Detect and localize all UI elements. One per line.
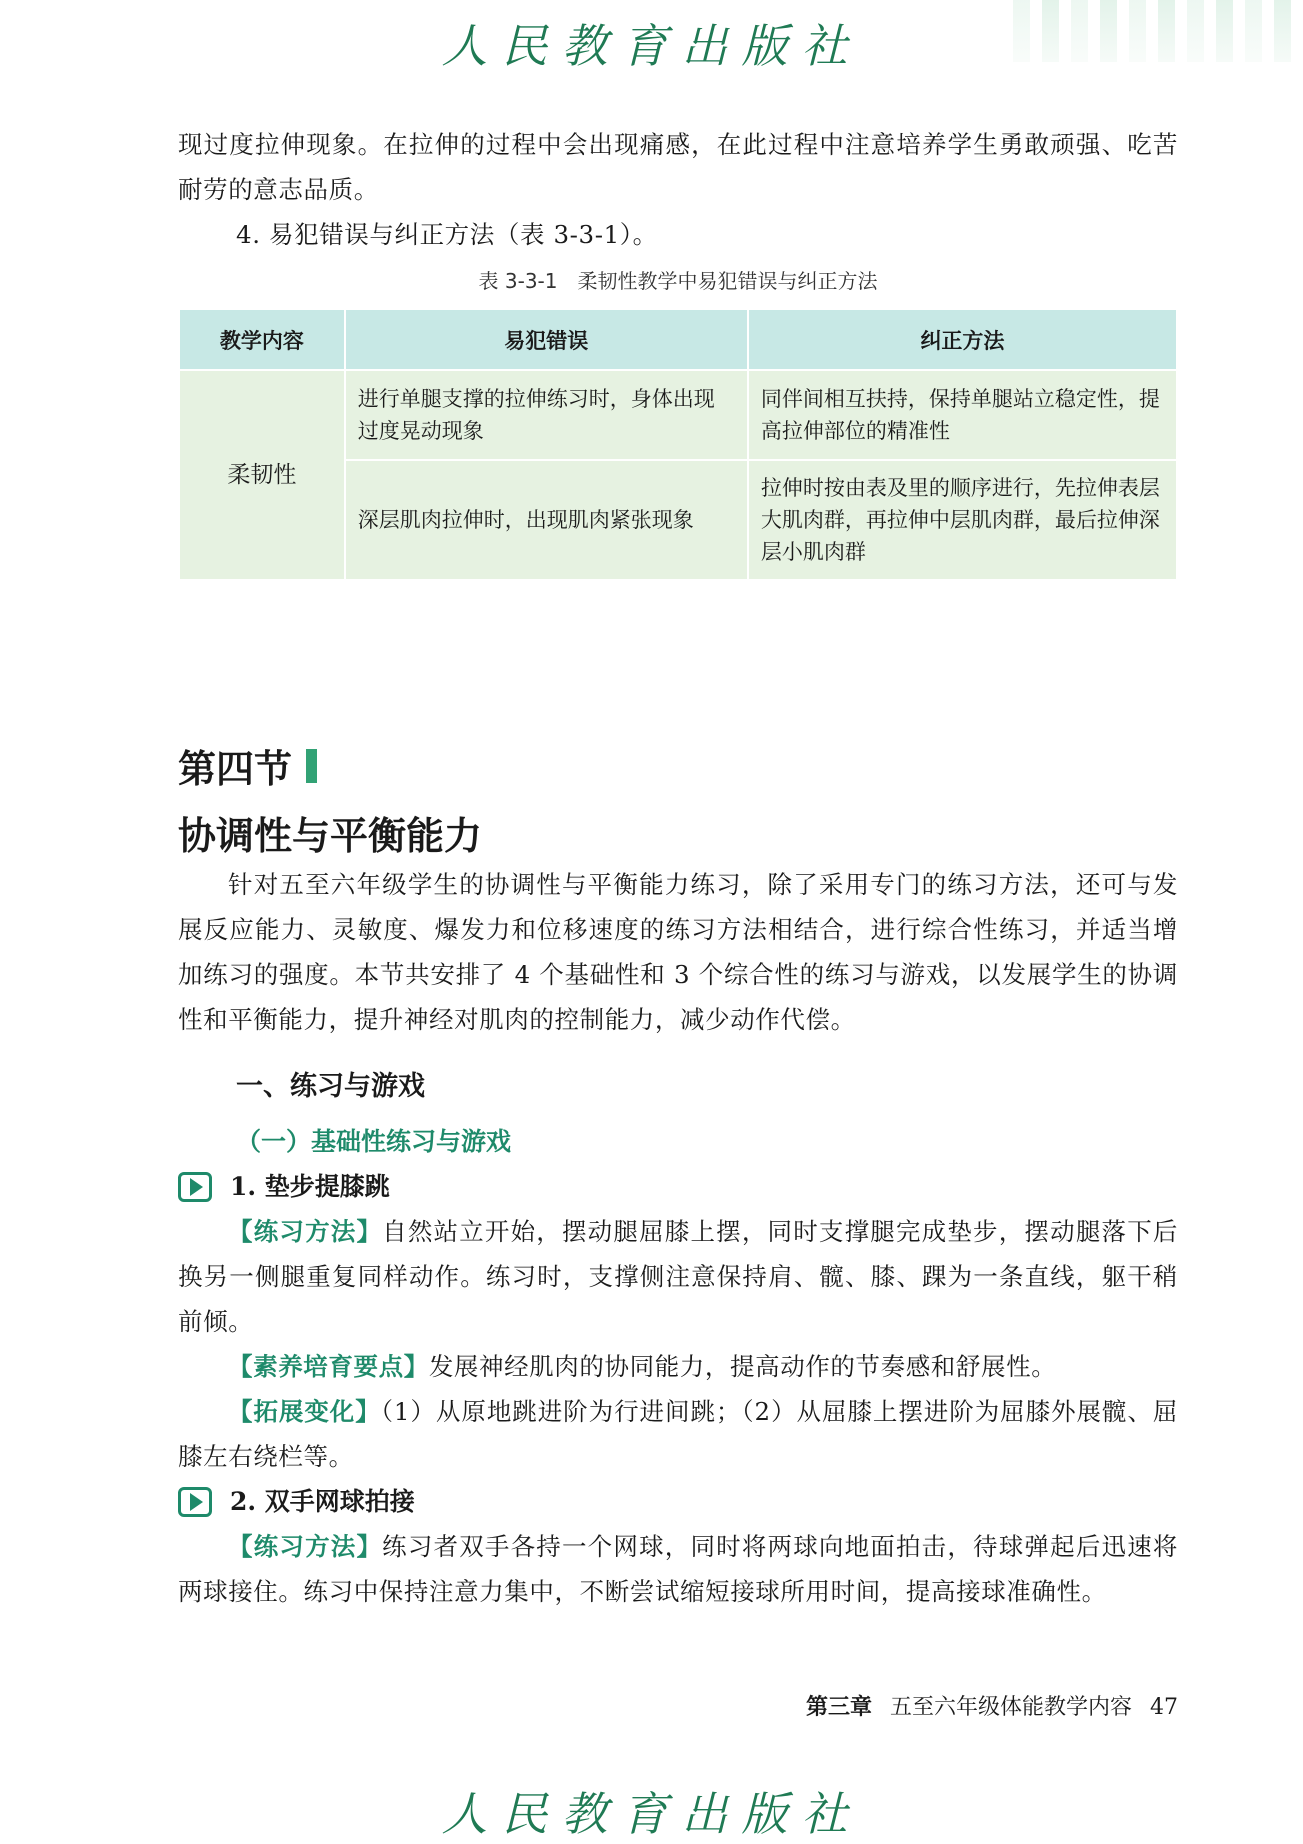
section-bar [306,749,317,783]
error-cell: 深层肌肉拉伸时，出现肌肉紧张现象 [345,460,748,580]
exercise-title: 2. 双手网球拍接 [178,1479,1178,1524]
method-tag: 【练习方法】 [228,1532,383,1561]
header-error: 易犯错误 [345,309,748,370]
page-number: 47 [1150,1695,1178,1720]
exercise-method: 【练习方法】练习者双手各持一个网球，同时将两球向地面拍击，待球弹起后迅速将两球接住。练习中保持注意力集中，不断尝试缩短接球所用时间，提高接球准确性。 [178,1532,1178,1606]
continued-paragraph: 现过度拉伸现象。在拉伸的过程中会出现痛感，在此过程中注意培养学生勇敢顽强、吃苦耐劳的意志品质。 [178,130,1178,204]
item-4: 4. 易犯错误与纠正方法（表 3-3-1）。 [236,220,658,249]
section-title: 协调性与平衡能力 [178,814,483,858]
header-content: 教学内容 [179,309,345,370]
content-cell: 柔韧性 [179,370,345,580]
chapter-label: 第三章 [805,1695,872,1720]
play-icon[interactable] [178,1487,212,1517]
page-footer [806,1690,1178,1721]
section-heading [178,738,482,860]
fix-cell: 拉伸时按由表及里的顺序进行，先拉伸表层大肌肉群，再拉伸中层肌肉群，最后拉伸深层小肌肉群 [748,460,1177,580]
exercise-title: 1. 垫步提膝跳 [178,1164,1178,1209]
section-body [178,862,1178,1614]
intro-block [178,122,1178,581]
section-intro: 针对五至六年级学生的协调性与平衡能力练习，除了采用专门的练习方法，还可与发展反应能力、灵敏度、爆发力和位移速度的练习方法相结合，进行综合性练习，并适当增加练习的强度。本节共安排了 4 个基础性和 3 个综合性的练习与游戏，以发展学生的协调性和平衡能力，提升神经对肌肉的控制能力，减少动作代偿。 [178,870,1178,1034]
extension-tag: 【拓展变化】 [228,1397,381,1426]
header-fix: 纠正方法 [748,309,1177,370]
error-cell: 进行单腿支撑的拉伸练习时，身体出现过度晃动现象 [345,370,748,460]
literacy-tag: 【素养培育要点】 [228,1352,429,1381]
play-icon[interactable] [178,1172,212,1202]
fix-cell: 同伴间相互扶持，保持单腿站立稳定性，提高拉伸部位的精准性 [748,370,1177,460]
publisher-logo-top: 人民教育出版社 [441,19,862,73]
exercise-literacy: 【素养培育要点】发展神经肌肉的协同能力，提高动作的节奏感和舒展性。 [228,1352,1057,1381]
section-number: 第四节 [178,747,293,791]
errors-table [178,308,1178,581]
table-row [179,370,1177,460]
chapter-title: 五至六年级体能教学内容 [889,1695,1132,1720]
method-tag: 【练习方法】 [228,1217,383,1246]
exercise-method: 【练习方法】自然站立开始，摆动腿屈膝上摆，同时支撑腿完成垫步，摆动腿落下后换另一侧腿重复同样动作。练习时，支撑侧注意保持肩、髋、膝、踝为一条直线，躯干稍前倾。 [178,1217,1178,1336]
heading-exercises: 一、练习与游戏 [236,1071,425,1102]
publisher-logo-bottom: 人民教育出版社 [441,1787,862,1841]
exercise-extension: 【拓展变化】（1）从原地跳进阶为行进间跳；（2）从屈膝上摆进阶为屈膝外展髋、屈膝左右绕栏等。 [178,1397,1178,1471]
table-caption: 表 3-3-1 柔韧性教学中易犯错误与纠正方法 [478,269,878,293]
table-header-row [179,309,1177,370]
heading-basic: （一）基础性练习与游戏 [236,1127,512,1156]
